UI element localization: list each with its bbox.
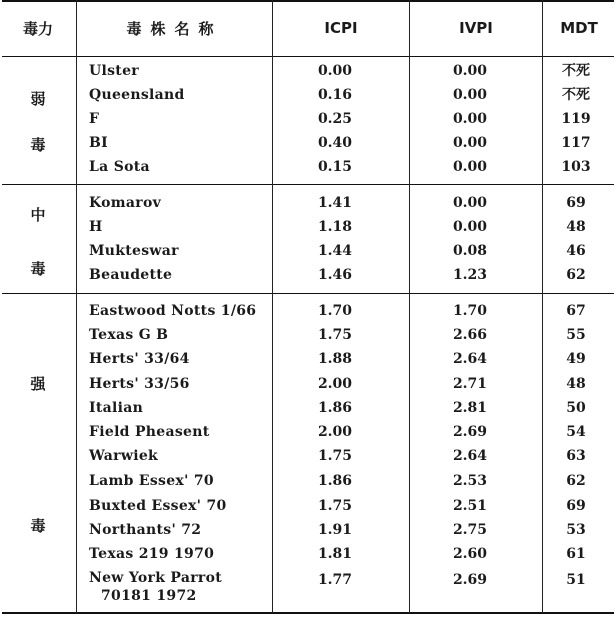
ivpi-value: 2.69 [452, 572, 488, 588]
ivpi-value: 2.64 [452, 351, 488, 367]
icpi-value: 1.44 [317, 243, 353, 259]
header-mdt: MDT [560, 19, 598, 37]
icpi-value: 1.91 [317, 522, 353, 538]
strain-name: Warwiek [89, 448, 159, 464]
mdt-value: 不死 [562, 63, 590, 79]
ivpi-value: 0.00 [452, 63, 488, 79]
ivpi-value: 2.64 [452, 448, 488, 464]
strain-name: Lamb Essex' 70 [89, 473, 214, 489]
strain-name: Herts' 33/64 [89, 351, 190, 367]
strain-name: Buxted Essex' 70 [89, 498, 227, 514]
col-divider-2 [272, 0, 273, 613]
ivpi-value: 2.71 [452, 376, 488, 392]
mdt-value: 62 [566, 473, 586, 489]
strain-name-line-2: 70181 1972 [101, 588, 197, 604]
mdt-value: 48 [566, 219, 586, 235]
mdt-value: 48 [566, 376, 586, 392]
strain-name: Northants' 72 [89, 522, 202, 538]
icpi-value: 1.77 [317, 572, 353, 588]
icpi-value: 0.15 [317, 159, 353, 175]
ivpi-value: 2.75 [452, 522, 488, 538]
mdt-value: 46 [566, 243, 586, 259]
mdt-value: 103 [561, 159, 591, 175]
mdt-value: 53 [566, 522, 586, 538]
ivpi-value: 0.00 [452, 111, 488, 127]
strain-name-line-1: New York Parrot [89, 570, 222, 586]
icpi-value: 1.86 [317, 400, 353, 416]
group-label-strong-2: 毒 [30, 517, 46, 535]
icpi-value: 1.18 [317, 219, 353, 235]
col-divider-3 [409, 0, 410, 613]
strain-name: F [89, 111, 100, 127]
ivpi-value: 2.66 [452, 327, 488, 343]
icpi-value: 2.00 [317, 424, 353, 440]
mdt-value: 67 [566, 303, 586, 319]
group-label-medium-1: 中 [30, 206, 46, 224]
mdt-value: 62 [566, 267, 586, 283]
mdt-value: 69 [566, 195, 586, 211]
strain-name: Beaudette [89, 267, 173, 283]
strain-name: Ulster [89, 63, 139, 79]
ivpi-value: 1.23 [452, 267, 488, 283]
icpi-value: 1.81 [317, 546, 353, 562]
ivpi-value: 0.00 [452, 87, 488, 103]
header-strain-name: 毒株名称 [126, 19, 223, 38]
strain-name: Mukteswar [89, 243, 179, 259]
ivpi-value: 0.08 [452, 243, 488, 259]
strain-name: Eastwood Notts 1/66 [89, 303, 257, 319]
mdt-value: 117 [561, 135, 591, 151]
strain-name: BI [89, 135, 108, 151]
header-rule [2, 56, 614, 57]
header-virulence: 毒力 [22, 19, 53, 38]
mdt-value: 119 [561, 111, 591, 127]
icpi-value: 1.70 [317, 303, 353, 319]
group-rule-1 [2, 184, 614, 185]
icpi-value: 0.16 [317, 87, 353, 103]
ivpi-value: 0.00 [452, 195, 488, 211]
group-rule-2 [2, 293, 614, 294]
group-label-weak-2: 毒 [30, 136, 46, 154]
icpi-value: 1.88 [317, 351, 353, 367]
strain-name: Texas 219 1970 [89, 546, 215, 562]
mdt-value: 54 [566, 424, 586, 440]
header-ivpi: IVPI [459, 19, 493, 37]
header-icpi: ICPI [324, 19, 358, 37]
icpi-value: 1.41 [317, 195, 353, 211]
strain-name: Texas G B [89, 327, 169, 343]
ivpi-value: 2.51 [452, 498, 488, 514]
mdt-value: 50 [566, 400, 586, 416]
ivpi-value: 0.00 [452, 219, 488, 235]
ivpi-value: 0.00 [452, 135, 488, 151]
col-divider-4 [542, 0, 543, 613]
ivpi-value: 0.00 [452, 159, 488, 175]
ivpi-value: 2.60 [452, 546, 488, 562]
group-label-strong-1: 强 [30, 375, 46, 393]
icpi-value: 1.75 [317, 498, 353, 514]
group-label-medium-2: 毒 [30, 260, 46, 278]
col-divider-1 [76, 0, 77, 613]
strain-name: La Sota [89, 159, 150, 175]
strain-name: Queensland [89, 87, 185, 103]
ivpi-value: 2.69 [452, 424, 488, 440]
icpi-value: 1.86 [317, 473, 353, 489]
strain-name: Italian [89, 400, 144, 416]
strain-name: H [89, 219, 103, 235]
mdt-value: 49 [566, 351, 586, 367]
mdt-value: 51 [566, 572, 586, 588]
icpi-value: 1.46 [317, 267, 353, 283]
ivpi-value: 2.53 [452, 473, 488, 489]
ivpi-value: 1.70 [452, 303, 488, 319]
strain-name: Herts' 33/56 [89, 376, 190, 392]
icpi-value: 0.00 [317, 63, 353, 79]
mdt-value: 61 [566, 546, 586, 562]
strain-name: Komarov [89, 195, 162, 211]
bottom-rule [2, 612, 614, 614]
mdt-value: 63 [566, 448, 586, 464]
icpi-value: 2.00 [317, 376, 353, 392]
icpi-value: 1.75 [317, 448, 353, 464]
icpi-value: 0.40 [317, 135, 353, 151]
strain-name: Field Pheasent [89, 424, 210, 440]
icpi-value: 1.75 [317, 327, 353, 343]
group-label-weak-1: 弱 [30, 90, 46, 108]
mdt-value: 69 [566, 498, 586, 514]
ivpi-value: 2.81 [452, 400, 488, 416]
mdt-value: 55 [566, 327, 586, 343]
icpi-value: 0.25 [317, 111, 353, 127]
mdt-value: 不死 [562, 87, 590, 103]
